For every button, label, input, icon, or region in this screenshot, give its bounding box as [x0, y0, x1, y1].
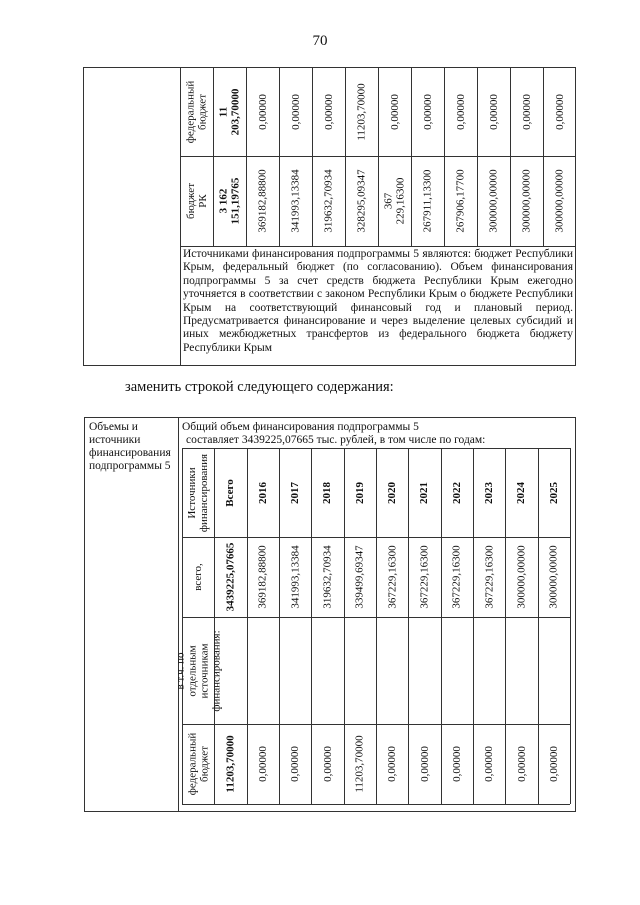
total-value: 300000,00000	[515, 545, 528, 609]
replace-instruction: заменить строкой следующего содержания:	[125, 379, 394, 395]
federal-value-cell	[444, 67, 477, 156]
year-label-cell	[441, 448, 473, 537]
year-label: 2017	[289, 481, 302, 504]
year-label-cell	[214, 448, 246, 537]
federal-value: 0,00000	[418, 746, 431, 782]
federal-value-cell	[473, 724, 505, 804]
total-value: 367229,16300	[450, 545, 463, 609]
bottom-table-divider	[178, 417, 179, 812]
total-value-cell	[473, 537, 505, 617]
total-value: 367229,16300	[418, 545, 431, 609]
federal-value: 0,00000	[483, 746, 496, 782]
year-label: 2024	[515, 481, 528, 504]
total-value: 300000,00000	[547, 545, 560, 609]
header-federal-cell	[182, 724, 214, 804]
federal-value-cell	[279, 67, 312, 156]
total-value-cell	[214, 537, 246, 617]
bottom-grid-right	[570, 448, 571, 804]
federal-value: 0,00000	[487, 93, 500, 130]
budget-rk-value-cell	[213, 156, 246, 246]
budget-rk-value-cell	[246, 156, 279, 246]
year-label: 2022	[450, 481, 463, 504]
budget-rk-value: 300000,00000	[487, 169, 500, 233]
year-label-cell	[376, 448, 408, 537]
total-value: 341993,13384	[289, 545, 302, 609]
federal-value: 11203,70000	[355, 82, 368, 141]
budget-rk-value: 341993,13384	[289, 169, 302, 233]
federal-value: 11 203,70000	[217, 88, 242, 135]
budget-rk-value: 319632,70934	[322, 169, 335, 233]
federal-value: 0,00000	[386, 746, 399, 782]
total-value-cell	[344, 537, 376, 617]
federal-value-cell	[311, 724, 343, 804]
bottom-grid-bottom	[182, 804, 570, 805]
total-value: 367229,16300	[483, 545, 496, 609]
total-value-cell	[441, 537, 473, 617]
budget-rk-value-cell	[345, 156, 378, 246]
year-label: 2025	[547, 481, 560, 504]
federal-value-cell	[345, 67, 378, 156]
year-label-cell	[279, 448, 311, 537]
budget-rk-value-cell	[477, 156, 510, 246]
federal-value-cell	[543, 67, 576, 156]
top-table-note: Источниками финансирования подпрограммы 5 являются: бюджет Республики Крым, федеральный бюджет (по согласованию). Объем финансирования подпрограммы 5 за счет средств бюджета Республики Крым ежегодно уточняется в соответствии с законом Республики Крым о бюджете Республики Крым на соответствующий финансовый год и плановый период. Предусматривается финансирование и через выделение целевых субсидий и иных межбюджетных трансфертов из федерального бюджета бюджету Республики Крым	[183, 248, 573, 354]
budget-rk-value: 267906,17700	[454, 169, 467, 233]
total-value-cell	[311, 537, 343, 617]
federal-value: 0,00000	[289, 746, 302, 782]
federal-value: 0,00000	[454, 93, 467, 130]
federal-value: 0,00000	[553, 93, 566, 130]
year-label-cell	[505, 448, 537, 537]
header-budget-rk-cell	[180, 156, 213, 246]
year-label: 2018	[321, 481, 334, 504]
budget-rk-value-cell	[543, 156, 576, 246]
header-by-source: в т.ч. по отдельным источникам финансирования:	[174, 629, 223, 712]
federal-value: 0,00000	[421, 93, 434, 130]
header-budget-rk: бюджет РК	[184, 183, 209, 219]
budget-rk-value: 369182,88800	[256, 169, 269, 233]
budget-rk-value: 3 162 151,19765	[217, 177, 242, 225]
federal-value: 0,00000	[520, 93, 533, 130]
total-value-cell	[538, 537, 570, 617]
year-label-cell	[538, 448, 570, 537]
year-label-cell	[311, 448, 343, 537]
year-label: 2021	[418, 481, 431, 504]
budget-rk-value-cell	[510, 156, 543, 246]
header-federal: федеральный бюджет	[184, 80, 209, 143]
year-label-cell	[473, 448, 505, 537]
budget-rk-value-cell	[444, 156, 477, 246]
total-value-cell	[408, 537, 440, 617]
budget-rk-value-cell	[279, 156, 312, 246]
budget-rk-value: 300000,00000	[520, 169, 533, 233]
header-total: всего,	[192, 563, 205, 591]
federal-value-cell	[477, 67, 510, 156]
federal-value: 0,00000	[322, 93, 335, 130]
federal-value-cell	[344, 724, 376, 804]
year-label-cell	[247, 448, 279, 537]
federal-value-cell	[214, 724, 246, 804]
top-grid-bottom	[180, 246, 576, 247]
federal-value-cell	[378, 67, 411, 156]
federal-value-cell	[538, 724, 570, 804]
federal-value: 0,00000	[321, 746, 334, 782]
federal-value: 0,00000	[256, 93, 269, 130]
year-label: Всего	[224, 478, 237, 507]
header-federal: федеральный бюджет	[186, 732, 211, 796]
total-value-cell	[279, 537, 311, 617]
page-number: 70	[312, 33, 328, 49]
federal-value-cell	[510, 67, 543, 156]
intro-line-1: Общий объем финансирования подпрограммы 5	[182, 421, 419, 433]
intro-line-2: составляет 3439225,07665 тыс. рублей, в том числе по годам:	[186, 434, 486, 446]
subprogram-label	[89, 421, 176, 473]
federal-value: 0,00000	[256, 746, 269, 782]
total-value: 319632,70934	[321, 545, 334, 609]
total-value: 367229,16300	[386, 545, 399, 609]
federal-value-cell	[411, 67, 444, 156]
header-federal-cell	[180, 67, 213, 156]
year-label: 2023	[483, 481, 496, 504]
budget-rk-value-cell	[378, 156, 411, 246]
federal-value: 11203,70000	[353, 735, 366, 793]
federal-value-cell	[376, 724, 408, 804]
total-value: 339499,69347	[353, 545, 366, 609]
federal-value: 0,00000	[547, 746, 560, 782]
header-source-cell	[182, 448, 214, 537]
budget-rk-value: 267911,13300	[421, 169, 434, 233]
budget-rk-value-cell	[312, 156, 345, 246]
total-value: 369182,88800	[256, 545, 269, 609]
budget-rk-value: 328295,09347	[355, 169, 368, 233]
budget-rk-value: 300000,00000	[553, 169, 566, 233]
year-label: 2019	[353, 481, 366, 504]
federal-value: 0,00000	[289, 93, 302, 130]
federal-value-cell	[246, 67, 279, 156]
federal-value-cell	[505, 724, 537, 804]
header-by-source-cell	[174, 617, 223, 724]
federal-value-cell	[213, 67, 246, 156]
total-value-cell	[247, 537, 279, 617]
federal-value-cell	[312, 67, 345, 156]
year-label: 2020	[386, 481, 399, 504]
federal-value-cell	[247, 724, 279, 804]
year-label-cell	[408, 448, 440, 537]
federal-value: 0,00000	[515, 746, 528, 782]
total-value: 3439225,07665	[224, 542, 237, 612]
year-label-cell	[344, 448, 376, 537]
federal-value-cell	[408, 724, 440, 804]
federal-value: 11203,70000	[224, 735, 237, 793]
federal-value-cell	[441, 724, 473, 804]
total-value-cell	[505, 537, 537, 617]
header-total-cell	[182, 537, 214, 617]
year-label: 2016	[256, 481, 269, 504]
federal-value: 0,00000	[388, 93, 401, 130]
total-value-cell	[376, 537, 408, 617]
subprogram-label-text: Объемы и источники финансирования подпрограммы 5	[89, 421, 171, 472]
federal-value: 0,00000	[450, 746, 463, 782]
budget-rk-value: 367 229,16300	[382, 177, 407, 225]
federal-value-cell	[279, 724, 311, 804]
budget-rk-value-cell	[411, 156, 444, 246]
header-source: Источники финансирования	[186, 453, 211, 532]
